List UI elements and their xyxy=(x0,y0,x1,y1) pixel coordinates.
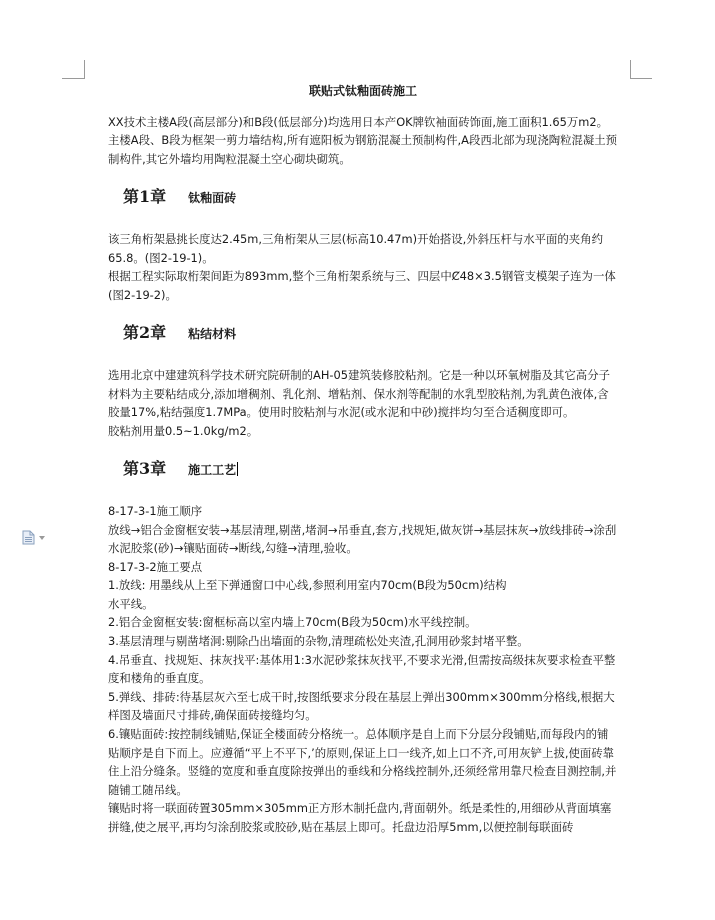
chapter-3-paragraph-4: 1.放线: 用墨线从上至下弹通窗口中心线,参照利用室内70cm(B段为50cm)结构 xyxy=(108,578,507,593)
chapter-number: 第1章 xyxy=(123,187,167,207)
intro-paragraph-1: XX技术主楼A段(高层部分)和B段(低层部分)均选用日本产OK牌钦袖面砖饰面,施工面积1.65万m2。 xyxy=(108,114,609,129)
chapter-1-heading xyxy=(123,188,618,208)
chapter-3-paragraph-5: 水平线。 xyxy=(108,596,154,611)
chapter-3-paragraph-6: 2.铝合金窗框安装:窗框标高以室内墙上70cm(B段为50cm)水平线控制。 xyxy=(108,615,477,630)
chapter-2-heading xyxy=(123,324,618,344)
document-page[interactable] xyxy=(108,78,618,837)
chapter-3-paragraph-3: 8-17-3-2施工要点 xyxy=(108,559,203,574)
crop-mark-top-right-v xyxy=(630,60,631,79)
text-cursor xyxy=(237,462,238,476)
crop-mark-top-left-v xyxy=(84,60,85,79)
chapter-1-paragraph-2: 根据工程实际取桁架间距为893mm,整个三角桁架系统与三、四层中Ȼ48×3.5钢管支模架子连为一体(图2-19-2)。 xyxy=(108,269,616,302)
crop-mark-top-left-h xyxy=(62,78,84,79)
chapter-number: 第3章 xyxy=(123,459,167,479)
chapter-3-paragraph-1: 8-17-3-1施工顺序 xyxy=(108,503,203,518)
crop-mark-top-right-h xyxy=(630,78,652,79)
chevron-down-icon xyxy=(39,536,45,540)
chapter-3-paragraph-7: 3.基层清理与剔凿堵洞:剔除凸出墙面的杂物,清理疏松处夹渣,孔洞用砂浆封堵平整。 xyxy=(108,634,529,649)
chapter-3-paragraph-10: 6.镶贴面砖:按控制线铺贴,保证全楼面砖分格统一。总体顺序是自上而下分层分段铺贴,而每段内的铺贴顺序是自下而上。应遵循“平上不平下,’的原则,保证上口一线齐,如上口不齐,可用灰铲上拔,使面砖靠住上沿分缝条。竖缝的宽度和垂直度除按弹出的垂线和分格线控制外,还须经常用靠尺检查目测控制,并随铺工随吊线。 xyxy=(108,727,617,797)
chapter-3-paragraph-11: 镶贴时将一联面砖置305mm×305mm正方形木制托盘内,背面朝外。纸是柔性的,用细砂从背面填塞拼缝,使之展平,再均匀涂刮胶浆或胶砂,贴在基层上即可。托盘边沿厚5mm,以便控制每联面砖 xyxy=(108,801,612,834)
chapter-2-paragraph-2: 胶粘剂用量0.5~1.0kg/m2。 xyxy=(108,423,259,438)
chapter-3-paragraph-9: 5.弹线、排砖:待基层灰六至七成干时,按图纸要求分段在基层上弹出300mm×300mm分格线,根据大样图及墙面尺寸排砖,确保面砖接缝均匀。 xyxy=(108,689,615,723)
chapter-name[interactable] xyxy=(188,461,238,480)
chapter-3-paragraph-2: 放线→铝合金窗框安装→基层清理,剔凿,堵洞→吊垂直,套方,找规矩,做灰饼→基层抹灰→放线排砖→涂刮水泥胶浆(砂)→镶贴面砖→断线,勾缝→清理,验收。 xyxy=(108,522,617,556)
chapter-3-paragraph-8: 4.吊垂直、找规矩、抹灰找平:基体用1:3水泥砂浆抹灰找平,不要求光滑,但需按高级抹灰要求检查平整度和楼角的垂直度。 xyxy=(108,652,616,686)
chapter-name: 粘结材料 xyxy=(188,327,237,342)
intro-paragraph-2: 主楼A段、B段为框架一剪力墙结构,所有遮阳板为钢筋混凝土预制构件,A段西北部为现浇陶粒混凝土预制构件,其它外墙均用陶粒混凝土空心砌块砌筑。 xyxy=(108,133,618,166)
document-icon xyxy=(22,530,35,545)
chapter-2-paragraph-1: 选用北京中建建筑科学技术研究院研制的AH-05建筑装修胶粘剂。它是一种以环氧树脂及其它高分子材料为主要粘结成分,添加增稠剂、乳化剂、增粘剂、保水剂等配制的水乳型胶粘剂,为乳黄色液体,含胶量17%,粘结强度1.7MPa。使用时胶粘剂与水泥(或水泥和中砂)搅拌均匀至合适稠度即可。 xyxy=(108,367,610,420)
paragraph-options-button[interactable] xyxy=(22,530,45,545)
chapter-3-heading xyxy=(123,460,618,480)
chapter-name: 钛釉面砖 xyxy=(188,191,237,206)
chapter-name-text: 施工工艺 xyxy=(188,463,237,478)
chapter-number: 第2章 xyxy=(123,323,167,343)
chapter-1-paragraph-1: 该三角桁架悬挑长度达2.45m,三角桁架从三层(标高10.47m)开始搭设,外斜压杆与水平面的夹角约65.8。(图2-19-1)。 xyxy=(108,231,603,265)
document-title: 联贴式钛釉面砖施工 xyxy=(308,84,417,98)
